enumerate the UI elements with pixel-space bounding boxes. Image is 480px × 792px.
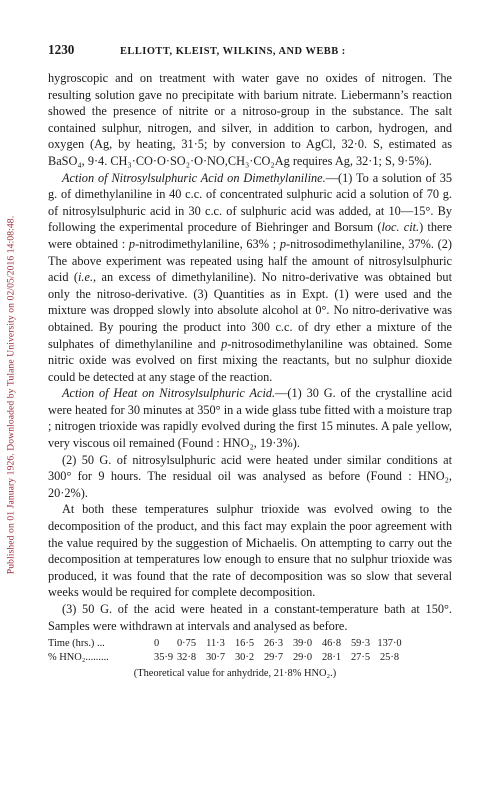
- table-cell: 35·9: [154, 651, 174, 663]
- running-head-authors: ELLIOTT, KLEIST, WILKINS, AND WEBB :: [120, 46, 346, 57]
- paragraph-product-analysis: [48, 70, 452, 170]
- paragraph-dimethylaniline: [48, 170, 452, 386]
- table-row-hno2: [48, 652, 452, 666]
- article-body: [48, 70, 452, 634]
- table-cell: 26·3: [263, 638, 284, 650]
- table-note: (Theoretical value for anhydride, 21·8% HNO₂.): [133, 668, 337, 680]
- publication-stamp: [0, 0, 22, 792]
- text-run: loc. cit.: [381, 220, 420, 235]
- hno2-row-label: % HNO₂.........: [48, 651, 109, 663]
- table-cell: 28·1: [321, 651, 342, 663]
- text-run: p: [279, 236, 287, 251]
- table-cell: 11·3: [206, 638, 225, 650]
- text-run: -nitrodimethylaniline, 63% ;: [135, 236, 280, 251]
- decomposition-table: [48, 638, 452, 679]
- table-cell: 59·3: [350, 638, 371, 650]
- text-run: (3) 50 G. of the acid were heated in a constant-temperature bath at 150°. Samples were withdrawn at intervals and analysed as before.: [48, 602, 452, 633]
- page: [48, 42, 452, 679]
- text-run: —(1) 30 G. of the crystalline acid were heated for 30 minutes at 350° in a wide glass tube fitted with a moisture trap ; nitrogen trioxide was rapidly evolved during the first 15 minutes. A pale yellow, very viscous oil remained (Found : HNO₂, 19·3%).: [48, 386, 453, 451]
- table-row-time: [48, 638, 452, 652]
- table-cell: 27·5: [350, 651, 371, 663]
- table-cell: 46·8: [321, 638, 342, 650]
- publication-stamp-text: Published on 01 January 1926. Downloaded by Tulane University on 02/05/2016 14:08:48.: [5, 215, 17, 575]
- text-run: —(1) To a solution of 35 g. of dimethylaniline in 40 c.c. of concentrated sulphuric acid a solution of 70 g. of nitrosylsulphuric acid in 30 c.c. of sulphuric acid was added, at 10—15°. By following the experimental procedure of Biehringer and Borsum (: [48, 170, 453, 235]
- text-run: p: [221, 336, 228, 351]
- text-run: -nitrosodimethylaniline was obtained. Some nitric oxide was evolved on first mixing the reactants, but no sulphur dioxide could be detected at any stage of the reaction.: [48, 336, 452, 384]
- text-run: Action of Heat on Nitrosylsulphuric Acid.: [62, 386, 276, 401]
- paragraph-constant-temperature: [48, 601, 452, 634]
- table-cell: 0: [154, 638, 160, 650]
- paragraph-heat-experiment-1: [48, 385, 452, 451]
- text-run: (2) 50 G. of nitrosylsulphuric acid were heated under similar conditions at 300° for 9 hours. The residual oil was analysed as before (Found : HNO₂, 20·2%).: [48, 452, 452, 500]
- time-row-label: Time (hrs.) ...: [48, 638, 105, 650]
- text-run: hygroscopic and on treatment with water gave no oxides of nitrogen. The resulting solution gave no precipitate with barium nitrate. Liebermann’s reaction showed the presence of nitrite or a nitroso-group in the substance. The salt contained sulphur, nitrogen, and silver, in addition to carbon, hydrogen, and oxygen (Ag, by heating, 31·5; by conversion to AgCl, 32·0. S, estimated as BaSO₄, 9·4. CH₃·CO·O·SO₂·O·NO,CH₃·CO₂Ag requires Ag, 32·1; S, 9·5%).: [48, 71, 452, 168]
- text-run: -nitrosodimethylaniline, 37%. (2) The above experiment was repeated using half the amount of nitrosylsulphuric acid (: [48, 236, 452, 285]
- text-run: , an excess of dimethylaniline). No nitro-derivative was obtained but only the nitroso-derivative. (3) Quantities as in Expt. (1) were used and the mixture was dropped slowly into absolute alcohol at 0°. No nitro-derivative was obtained. By pouring the product into 300 c.c. of dry ether a mixture of the sulphates of dimethylaniline and: [48, 270, 452, 351]
- text-run: ) there were obtained :: [48, 220, 452, 251]
- text-run: i.e.: [78, 270, 94, 285]
- table-cell: 137·0: [377, 638, 402, 650]
- table-cell: 30·2: [234, 651, 255, 663]
- running-head: [48, 42, 452, 62]
- table-cell: 39·0: [292, 638, 313, 650]
- text-run: Action of Nitrosylsulphuric Acid on Dimethylaniline.: [62, 170, 326, 185]
- page-number: 1230: [48, 42, 75, 57]
- table-cell: 0·75: [176, 638, 197, 650]
- table-cell: 16·5: [234, 638, 255, 650]
- text-run: At both these temperatures sulphur trioxide was evolved owing to the decomposition of the product, and this fact may explain the poor agreement with the value required by the suggestion of Michaelis. On attempting to carry out the decomposition at temperatures low enough to ensure that no sulphur trioxide was produced, it was found that the rate of decomposition was so slow that several weeks would be required for complete decomposition.: [48, 502, 452, 600]
- table-cell: 25·8: [379, 651, 400, 663]
- paragraph-heat-experiment-2: [48, 452, 452, 502]
- table-cell: 30·7: [205, 651, 226, 663]
- text-run: p: [128, 236, 136, 251]
- table-cell: 32·8: [176, 651, 197, 663]
- table-cell: 29·7: [263, 651, 284, 663]
- paragraph-decomposition: [48, 501, 452, 601]
- table-cell: 29·0: [292, 651, 313, 663]
